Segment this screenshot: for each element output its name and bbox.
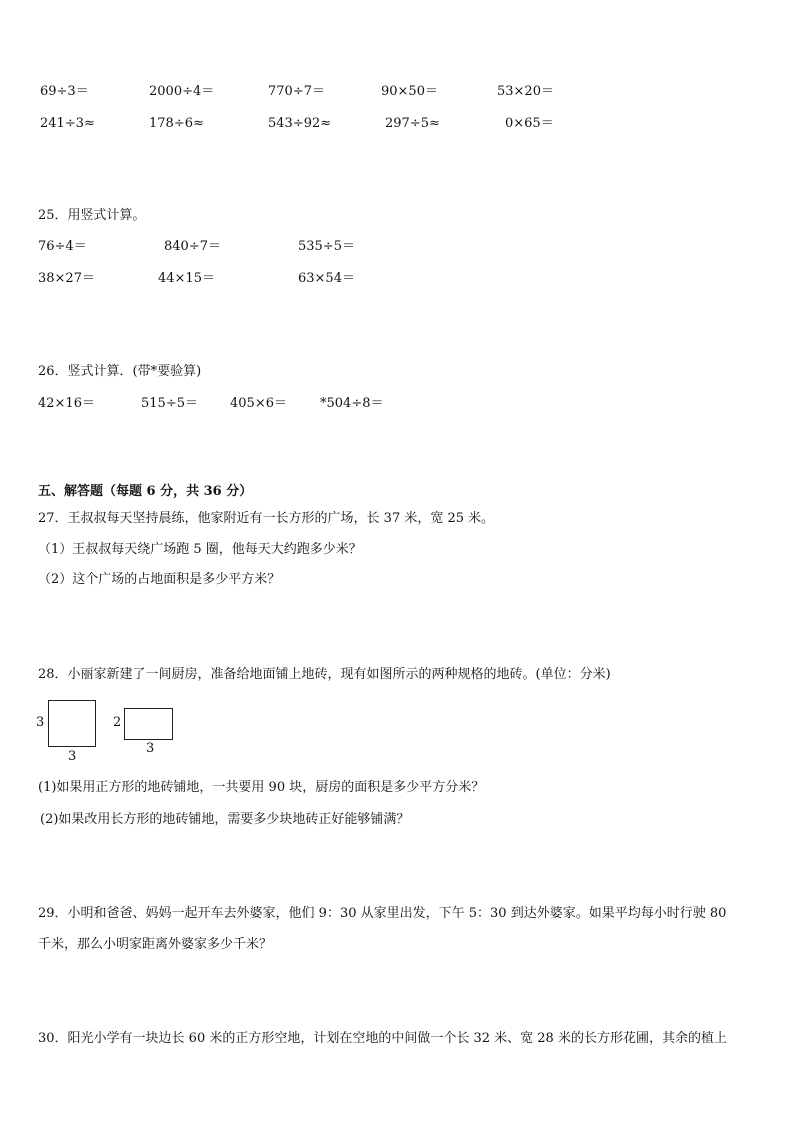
calc-item: 76÷4＝	[38, 239, 87, 254]
calc-item: 63×54＝	[298, 271, 355, 286]
rect-bottom-label: 3	[146, 741, 155, 756]
square-bottom-label: 3	[68, 749, 77, 764]
square-side-label: 3	[36, 715, 45, 730]
section-heading: 五、解答题（每题 6 分，共 36 分）	[38, 484, 253, 499]
calc-item: 840÷7＝	[164, 239, 221, 254]
question-27-sub-1: （1）王叔叔每天绕广场跑 5 圈，他每天大约跑多少米？	[38, 542, 362, 557]
calc-item: 178÷6≈	[149, 116, 204, 131]
calc-item: 241÷3≈	[40, 116, 95, 131]
square-tile	[48, 700, 96, 747]
question-28-sub-2: (2)如果改用长方形的地砖铺地，需要多少块地砖正好能够铺满？	[40, 812, 410, 827]
calc-item: 2000÷4＝	[149, 84, 215, 99]
calc-item: 38×27＝	[38, 271, 95, 286]
rect-side-label: 2	[113, 715, 122, 730]
calc-item: 44×15＝	[158, 271, 215, 286]
question-29-line-2: 千米，那么小明家距离外婆家多少千米？	[38, 937, 273, 952]
question-26-title: 26．竖式计算．(带*要验算)	[38, 364, 202, 379]
calc-item: 405×6＝	[230, 396, 287, 411]
calc-item: 770÷7＝	[268, 84, 325, 99]
calc-item: 42×16＝	[38, 396, 95, 411]
calc-item: 90×50＝	[381, 84, 438, 99]
question-29-line-1: 29．小明和爸爸、妈妈一起开车去外婆家，他们 9：30 从家里出发，下午 5：30 到达外婆家。如果平均每小时行驶 80	[38, 906, 727, 921]
calc-item: *504÷8＝	[320, 396, 384, 411]
calc-item: 297÷5≈	[385, 116, 440, 131]
rectangle-tile	[124, 708, 173, 740]
question-27-title: 27．王叔叔每天坚持晨练，他家附近有一长方形的广场，长 37 米，宽 25 米。	[38, 511, 495, 526]
calc-item: 535÷5＝	[298, 239, 355, 254]
question-28-title: 28．小丽家新建了一间厨房，准备给地面铺上地砖，现有如图所示的两种规格的地砖。(单位：分米)	[38, 667, 611, 682]
question-25-title: 25．用竖式计算。	[38, 208, 146, 223]
question-30-line-1: 30．阳光小学有一块边长 60 米的正方形空地，计划在空地的中间做一个长 32 米、宽 28 米的长方形花圃，其余的植上	[38, 1031, 727, 1046]
question-27-sub-2: （2）这个广场的占地面积是多少平方米？	[38, 572, 281, 587]
calc-item: 543÷92≈	[268, 116, 332, 131]
calc-item: 53×20＝	[497, 84, 554, 99]
calc-item: 69÷3＝	[40, 84, 89, 99]
question-28-sub-1: (1)如果用正方形的地砖铺地，一共要用 90 块，厨房的面积是多少平方分米？	[38, 780, 485, 795]
calc-item: 515÷5＝	[141, 396, 198, 411]
calc-item: 0×65＝	[505, 116, 554, 131]
